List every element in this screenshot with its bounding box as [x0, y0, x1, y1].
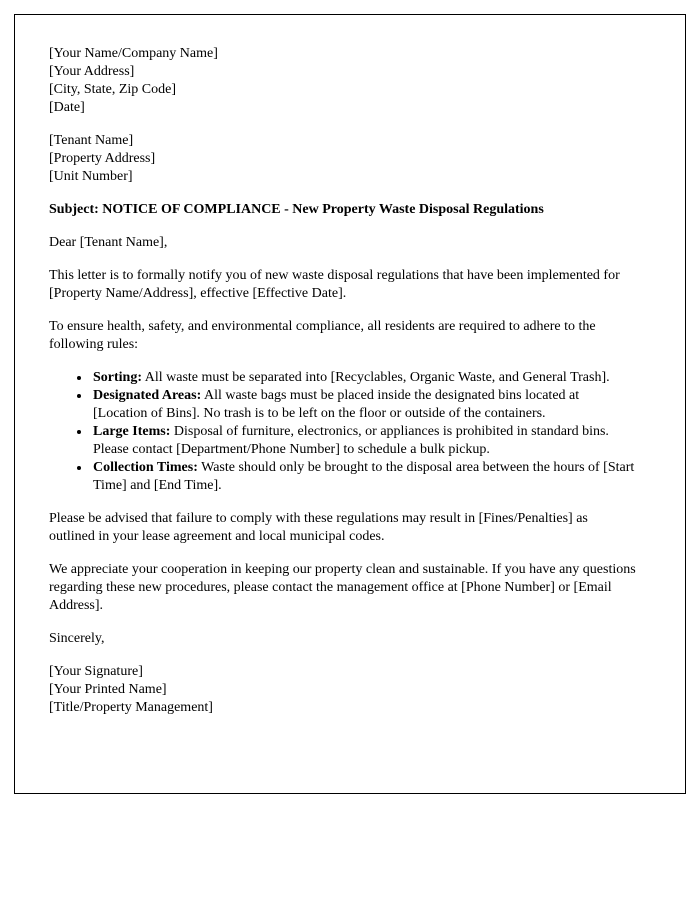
unit-number-line: [Unit Number]	[49, 169, 133, 184]
rule-designated-areas-text: All waste bags must be placed inside the designated bins located at [Location of Bins]. No trash is to be left on the floor or outside of the containers.	[93, 388, 580, 421]
closing: Sincerely,	[49, 631, 105, 646]
rule-designated-areas-label: Designated Areas:	[93, 388, 202, 403]
rule-sorting-label: Sorting:	[93, 370, 142, 385]
rule-sorting-text: All waste must be separated into [Recyclables, Organic Waste, and General Trash].	[142, 370, 610, 385]
paragraph-cooperation: We appreciate your cooperation in keeping our property clean and sustainable. If you have any questions regarding these new procedures, please contact the management office at [Phone Number] or [Email Address].	[49, 562, 636, 613]
sender-address-line: [Your Address]	[49, 64, 135, 79]
paragraph-rules-lead: To ensure health, safety, and environmental compliance, all residents are required to adhere to the following rules:	[49, 319, 596, 352]
date-line: [Date]	[49, 100, 85, 115]
signature-block	[49, 663, 637, 717]
subject-line: Subject: NOTICE OF COMPLIANCE - New Property Waste Disposal Regulations	[49, 202, 544, 217]
rule-designated-areas	[91, 387, 637, 423]
rule-collection-times-label: Collection Times:	[93, 460, 198, 475]
rule-collection-times-text: Waste should only be brought to the disposal area between the hours of [Start Time] and [End Time].	[93, 460, 635, 493]
paragraph-intro: This letter is to formally notify you of new waste disposal regulations that have been implemented for [Property Name/Address], effective [Effective Date].	[49, 268, 620, 301]
rules-list	[49, 369, 637, 495]
sender-city-line: [City, State, Zip Code]	[49, 82, 177, 97]
sender-block	[49, 45, 637, 117]
rule-sorting	[91, 369, 637, 387]
rule-large-items-label: Large Items:	[93, 424, 171, 439]
recipient-block	[49, 132, 637, 186]
rule-large-items	[91, 423, 637, 459]
tenant-name-line: [Tenant Name]	[49, 133, 134, 148]
title-line: [Title/Property Management]	[49, 700, 213, 715]
property-address-line: [Property Address]	[49, 151, 156, 166]
signature-line: [Your Signature]	[49, 664, 143, 679]
letter-page	[14, 14, 686, 794]
paragraph-penalties: Please be advised that failure to comply with these regulations may result in [Fines/Penalties] as outlined in your lease agreement and local municipal codes.	[49, 511, 588, 544]
salutation: Dear [Tenant Name],	[49, 235, 168, 250]
rule-large-items-text: Disposal of furniture, electronics, or appliances is prohibited in standard bins. Please contact [Department/Phone Number] to schedule a bulk pickup.	[93, 424, 609, 457]
sender-name-line: [Your Name/Company Name]	[49, 46, 218, 61]
letter-content	[15, 15, 685, 717]
rule-collection-times	[91, 459, 637, 495]
printed-name-line: [Your Printed Name]	[49, 682, 167, 697]
